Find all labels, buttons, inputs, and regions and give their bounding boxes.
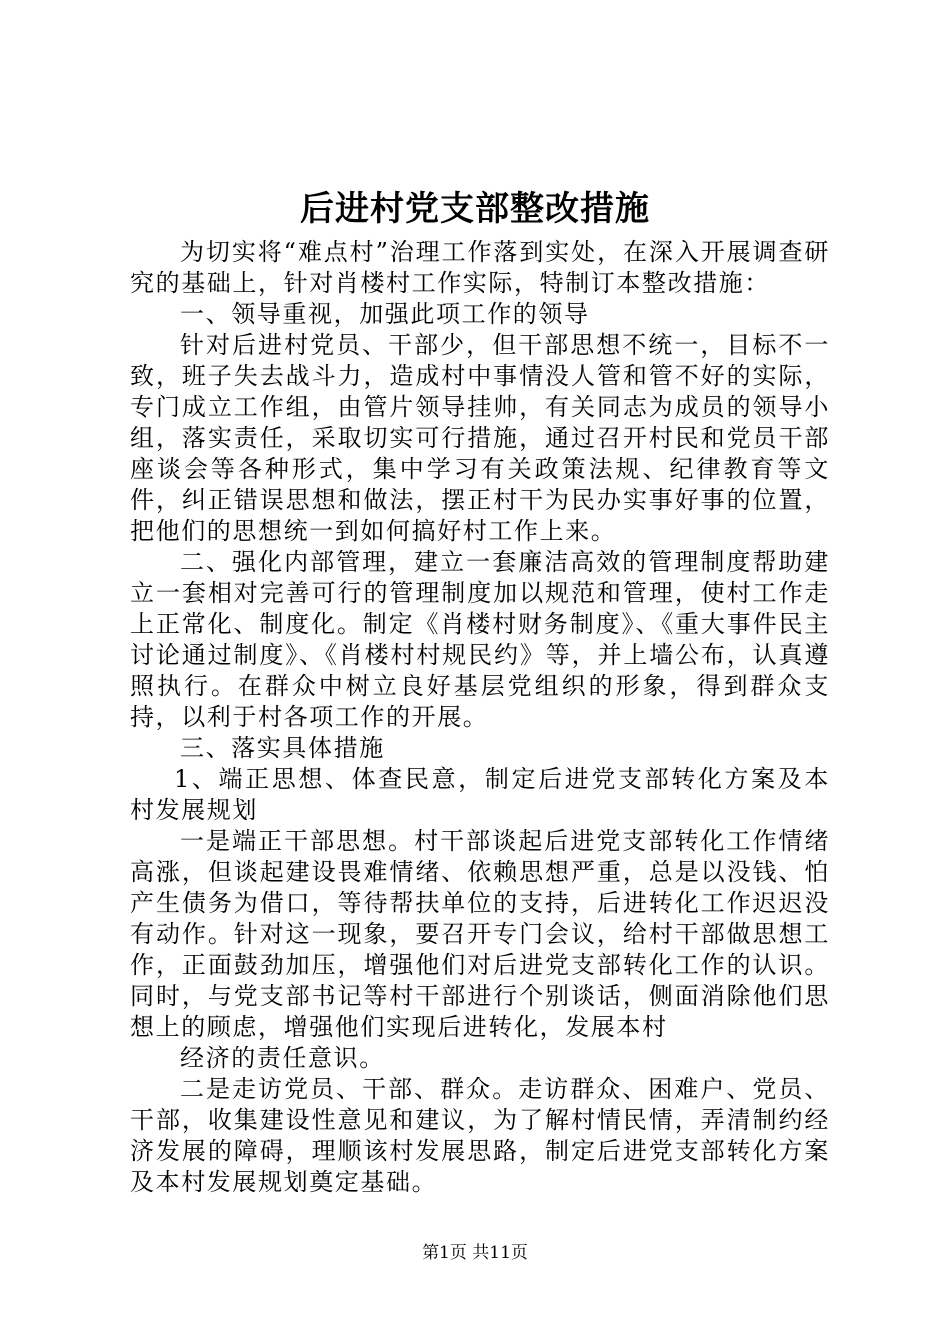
section-1-paragraph: 针对后进村党员、干部少，但干部思想不统一，目标不一致，班子失去战斗力，造成村中事情没人管和管不好的实际，专门成立工作组，由管片领导挂帅，有关同志为成员的领导小组，落实责任，采取切实可行措施，通过召开村民和党员干部座谈会等各种形式，集中学习有关政策法规、纪律教育等文件，纠正错误思想和做法，摆正村干为民办实事好事的位置，把他们的思想统一到如何搞好村工作上来。: [130, 331, 830, 545]
measure-1-continuation: 经济的责任意识。: [180, 1044, 385, 1072]
document-title: 后进村党支部整改措施: [300, 189, 650, 229]
section-2-paragraph: 二、强化内部管理，建立一套廉洁高效的管理制度帮助建立一套相对完善可行的管理制度加以规范和管理，使村工作走上正常化、制度化。制定《肖楼村财务制度》、《重大事件民主讨论通过制度》、《肖楼村村规民约》等，并上墙公布，认真遵照执行。在群众中树立良好基层党组织的形象，得到群众支持，以利于村各项工作的开展。: [130, 548, 830, 731]
section-heading-3: 三、落实具体措施: [180, 734, 385, 762]
intro-paragraph: 为切实将“难点村”治理工作落到实处，在深入开展调查研究的基础上，针对肖楼村工作实际，特制订本整改措施：: [130, 238, 830, 297]
subsection-heading-1: 1、端正思想、体查民意，制定后进党支部转化方案及本村发展规划: [130, 765, 830, 824]
measure-2-paragraph: 二是走访党员、干部、群众。走访群众、困难户、党员、干部，收集建设性意见和建议，为了解村情民情，弄清制约经济发展的障碍，理顺该村发展思路，制定后进党支部转化方案及本村发展规划奠定基础。: [130, 1075, 830, 1196]
page-footer: 第1页 共11页: [422, 1243, 528, 1263]
measure-1-paragraph: 一是端正干部思想。村干部谈起后进党支部转化工作情绪高涨，但谈起建设畏难情绪、依赖思想严重，总是以没钱、怕产生债务为借口，等待帮扶单位的支持，后进转化工作迟迟没有动作。针对这一现象，要召开专门会议，给村干部做思想工作，正面鼓劲加压，增强他们对后进党支部转化工作的认识。同时，与党支部书记等村干部进行个别谈话，侧面消除他们思想上的顾虑，增强他们实现后进转化，发展本村: [130, 827, 830, 1041]
document-body: [130, 237, 830, 1198]
section-heading-1: 一、领导重视，加强此项工作的领导: [180, 300, 590, 328]
